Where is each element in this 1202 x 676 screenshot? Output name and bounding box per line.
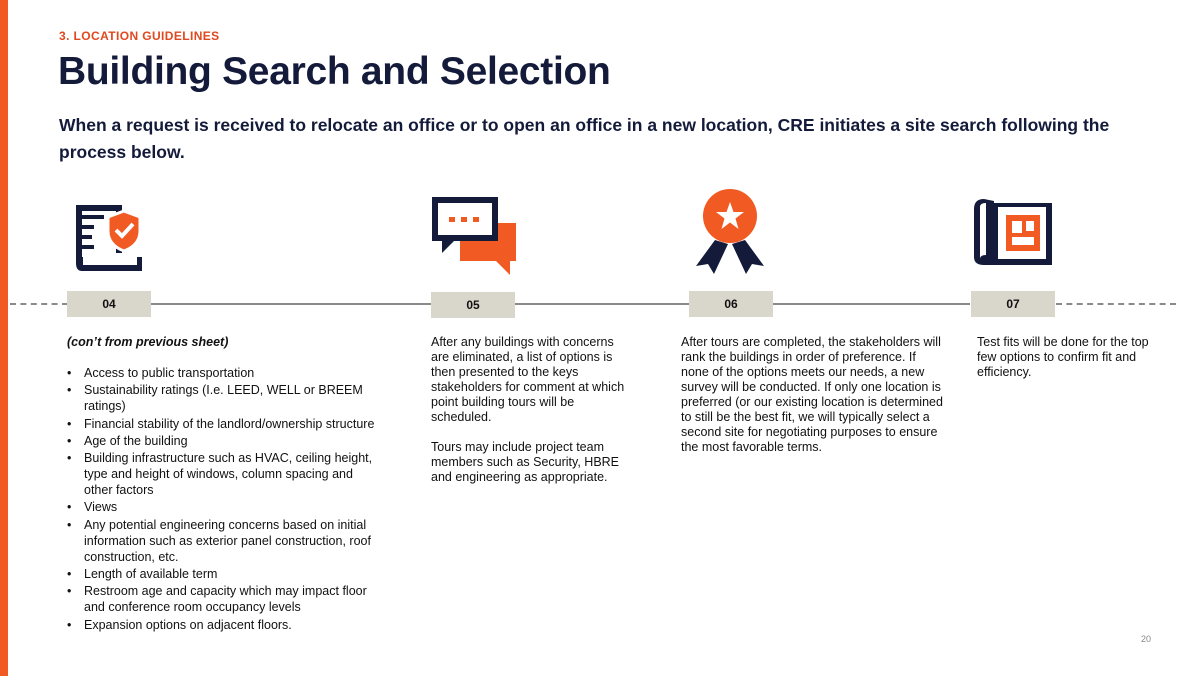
criteria-list xyxy=(67,365,379,633)
list-item: • Building infrastructure such as HVAC, ceiling height, type and height of windows, column spacing and other factors xyxy=(67,450,379,498)
step-number-06: 06 xyxy=(689,291,773,317)
step-07-paragraph: Test fits will be done for the top few options to confirm fit and efficiency. xyxy=(977,335,1149,379)
list-item: • Access to public transportation xyxy=(67,365,379,381)
accent-bar xyxy=(0,0,8,676)
list-item: • Views xyxy=(67,499,379,515)
page-title: Building Search and Selection xyxy=(58,50,611,93)
list-item: • Restroom age and capacity which may impact floor and conference room occupancy levels xyxy=(67,583,379,615)
floor-plan-blueprint-icon xyxy=(972,193,1056,269)
list-item: • Age of the building xyxy=(67,433,379,449)
list-item: • Sustainability ratings (I.e. LEED, WELL or BREEM ratings) xyxy=(67,382,379,414)
step-05-paragraph-2: Tours may include project team members such as Security, HBRE and engineering as appropriate. xyxy=(431,440,620,484)
step-number-04: 04 xyxy=(67,291,151,317)
page-subtitle: When a request is received to relocate an office or to open an office in a new location, CRE initiates a site search following the process below. xyxy=(59,115,1110,162)
continued-note: (con’t from previous sheet) xyxy=(67,335,229,349)
timeline-dashed-right xyxy=(1056,303,1176,305)
list-item: • Length of available term xyxy=(67,566,379,582)
award-ribbon-icon xyxy=(694,188,766,274)
step-07-text xyxy=(977,335,1155,380)
page-number: 20 xyxy=(1141,634,1152,644)
step-number-05: 05 xyxy=(431,292,515,318)
step-04-text xyxy=(67,335,379,634)
step-06-text xyxy=(681,335,945,455)
step-06-paragraph: After tours are completed, the stakeholders will rank the buildings in order of preference. If none of the options meets our needs, a new survey will be conducted. If only one location is preferred (or our existing location is determined to still be the best fit, we will typically select a second site for negotiating purposes to ensure the most favorable terms. xyxy=(681,335,943,454)
step-number-07: 07 xyxy=(971,291,1055,317)
section-label: 3. LOCATION GUIDELINES xyxy=(59,29,220,43)
timeline-dashed-left xyxy=(10,303,68,305)
step-05-paragraph-1: After any buildings with concerns are eliminated, a list of options is then presented to the keys stakeholders for comment at which point building tours will be scheduled. xyxy=(431,335,625,424)
chat-bubbles-icon xyxy=(430,195,520,277)
list-item: • Any potential engineering concerns based on initial information such as exterior panel construction, roof construction, etc. xyxy=(67,517,379,565)
timeline-line xyxy=(150,303,970,305)
list-item: • Financial stability of the landlord/ownership structure xyxy=(67,416,379,432)
document-shield-check-icon xyxy=(72,201,148,275)
step-05-text xyxy=(431,335,631,485)
list-item: • Expansion options on adjacent floors. xyxy=(67,617,379,633)
